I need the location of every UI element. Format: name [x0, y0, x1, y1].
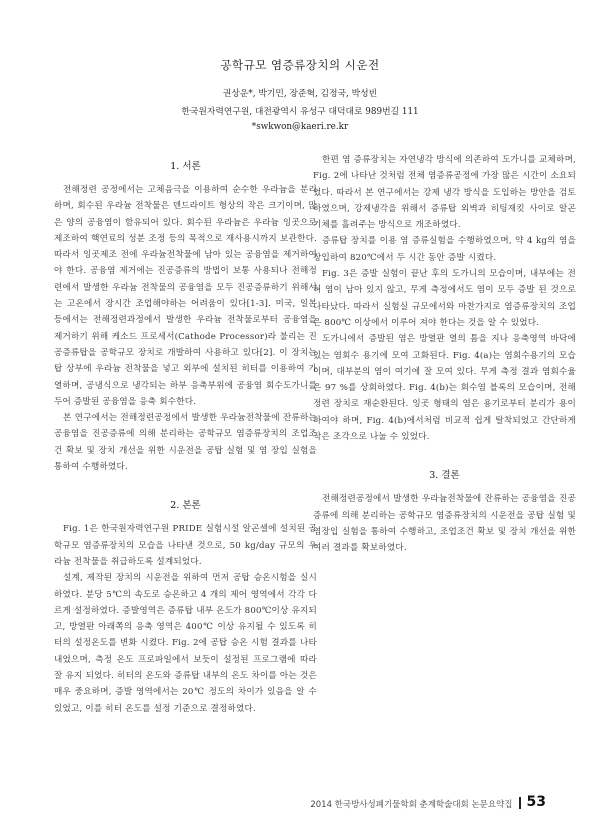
- intro-paragraph-2: 본 연구에서는 전해정련공정에서 발생한 우라늄전착물에 잔류하는 공융염을 진공증류에 의해 분리하는 공학규모 염증류장치의 조업조건 확보 및 장치 개선을 위한 시운전을 공탑 실험 및 염 장입 실험을 통하여 수행하였다.: [54, 413, 317, 473]
- right-column: [313, 152, 576, 557]
- conference-name: 2014 한국방사성폐기물학회 춘계학술대회 논문요약집: [310, 800, 513, 810]
- left-column: [54, 150, 317, 717]
- page-number: 53: [526, 794, 546, 810]
- page-footer: [310, 794, 546, 810]
- conclusion-paragraph-1: 전해정련공정에서 발생한 우라늄전착물에 잔류하는 공융염을 진공증류에 의해 분리하는 공학규모 염증류장치의 시운전을 공탑 실험 및 염장입 실험을 통하여 수행하고, 조업조건 확보 및 장치 개선을 위한 여러 결과를 확보하였다.: [313, 494, 576, 554]
- paper-title: 공학규모 염증류장치의 시운전: [220, 58, 380, 72]
- section-heading-intro: 1. 서론: [170, 161, 201, 172]
- section-heading-body: 2. 본론: [170, 500, 201, 512]
- body-paragraph-1: Fig. 1은 한국원자력연구원 PRIDE 실험시설 알곤셀에 설치된 공학규모 염증류장치의 모습을 나타낸 것으로, 50 kg/day 규모의 우라늄 전착물을 취급하도록 설계되었다.: [54, 524, 317, 567]
- body-paragraph-5: Fig. 3은 증발 실험이 끝난 후의 도가니의 모습이며, 내부에는 전혀 염이 남아 있지 않고, 무게 측정에서도 염이 모두 증발 된 것으로 나타났다. 따라서 실험실 규모에서와 마찬가지로 염증류장치의 조업은 800℃ 이상에서 이루어 져야 한다는 것을 알 수 있었다.: [313, 269, 576, 328]
- body-paragraph-2: 설계, 제작된 장치의 시운전을 위하여 먼저 공탑 승온시험을 실시하였다. 분당 5℃의 속도로 승온하고 4 개의 제어 영역에서 각각 다르게 설정하였다. 증발영역은 증류탑 내부 온도가 800℃이상 유지되고, 방열판 아래쪽의 응축 영역은 400℃ 이상 유지될 수 있도록 히터의 설정온도를 변화 시켰다. Fig. 2에 공탑 승온 시험 결과를 나타내었으며, 측정 온도 프로파일에서 보듯이 설정된 프로그램에 따라 잘 유지 되었다. 히터의 온도와 증류탑 내부의 온도 차이를 아는 것은 매우 중요하며, 증발 영역에서는 20℃ 정도의 차이가 있음을 알 수 있었고, 이를 히터 온도를 설정 기준으로 결정하였다.: [54, 573, 317, 714]
- body-paragraph-6: 도가니에서 증발된 염은 방열판 열의 틈을 지나 응축영역 바닥에 있는 염회수 용기에 모여 고화된다. Fig. 4(a)는 염회수용기의 모습이며, 대부분의 염이 여기에 잘 모여 있다. 무게 측정 결과 염회수율은 97 %를 상회하였다. Fig. 4(b)는 회수염 블록의 모습이며, 전해정련 장치로 재순환된다. 잉곳 형태의 염은 용기로부터 분리가 용이하여야 하며, Fig. 4(b)에서처럼 비교적 쉽게 탈착되었고 간단하게 작은 조각으로 나눌 수 있었다.: [313, 334, 576, 443]
- body-paragraph-3: 한편 염 증류장치는 자연냉각 방식에 의존하여 도가니를 교체하며, Fig. 2에 나타난 것처럼 전체 염증류공정에 가장 많은 시간이 소요되었다. 따라서 본 연구에서는 강제 냉각 방식을 도입하는 방안을 검토하였으며, 강제냉각을 위해서 증류탑 외벽과 히팅재킷 사이로 알곤 기체를 흘려주는 방식으로 개조하였다.: [313, 155, 576, 231]
- author-list: 권상운*, 박기민, 장준혁, 김정국, 박성빈: [222, 89, 378, 99]
- corresponding-email: *swkwon@kaeri.re.kr: [251, 122, 349, 132]
- body-paragraph-4: 증류탑 장치를 이용 염 증류실험을 수행하였으며, 약 4 kg의 염을 장입하여 820℃에서 두 시간 동안 증발 시켰다.: [313, 236, 576, 263]
- footer-divider: [519, 797, 521, 809]
- intro-paragraph-1: 전해정련 공정에서는 고체음극을 이용하여 순수한 우라늄을 분리하며, 회수된 우라늄 전착물은 덴드라이트 형상의 작은 크기이며, 많은 양의 공융염이 함유되어 있다. 회수된 우라늄은 우라늄 잉곳으로 제조하여 핵연료의 성분 조정 등의 목적으로 재사용시까지 보관한다. 따라서 잉곳제조 전에 우라늄전착물에 남아 있는 공융염을 제거하여야 한다. 공융염 제거에는 진공증류의 방법이 보통 사용되나 전해정련에서 발생한 우라늄 전착물의 공융염을 모두 진공증류하기 위해서는 고온에서 장시간 조업해야하는 어려움이 있다[1-3]. 미국, 일본 등에서는 전해정련과정에서 발생한 우라늄 전착물로부터 공융염을 제거하기 위해 케소드 프로세서(Cathode Processor)라 불리는 진공증류탑을 공학규모 장치로 개발하여 사용하고 있다[2]. 이 장치는 탑 상부에 우라늄 전착물을 넣고 외부에 설치된 히터를 이용하여 가열하며, 공냉식으로 냉각되는 하부 응축부위에 공융염 회수도가니를 두어 증발된 공융염을 응축 회수한다.: [54, 185, 317, 407]
- affiliation: 한국원자력연구원, 대전광역시 유성구 대덕대로 989번길 111: [181, 107, 419, 117]
- section-heading-conclusion: 3. 결론: [429, 470, 460, 482]
